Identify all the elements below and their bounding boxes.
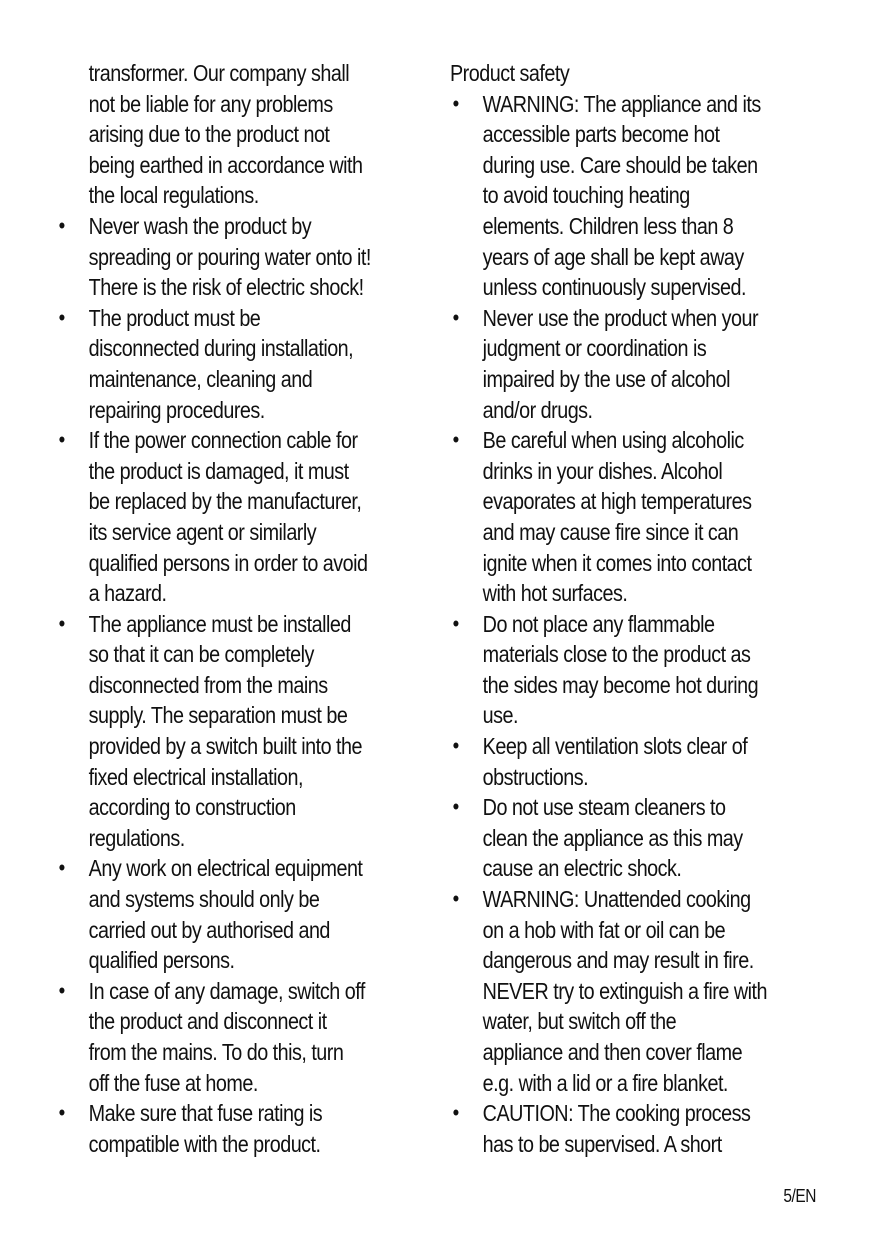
- text-line: a hazard.: [88, 580, 167, 607]
- bullet-icon: •: [452, 304, 459, 330]
- text-line: and may cause fire since it can: [482, 518, 739, 545]
- text-line: Do not use steam cleaners to: [482, 794, 726, 821]
- text-line: impaired by the use of alcohol: [482, 365, 730, 392]
- text-line: qualified persons in order to avoid: [88, 549, 368, 576]
- text-line: qualified persons.: [88, 947, 235, 974]
- bullet-icon: •: [452, 886, 459, 912]
- text-line: Keep all ventilation slots clear of: [482, 733, 748, 760]
- text-line: judgment or coordination is: [482, 335, 707, 362]
- bullet-icon: •: [452, 794, 459, 820]
- text-line: The product must be: [88, 304, 261, 331]
- text-line: Do not place any flammable: [482, 610, 715, 637]
- text-line: water, but switch off the: [482, 1008, 677, 1035]
- bullet-icon: •: [452, 427, 459, 453]
- text-line: arising due to the product not: [88, 121, 330, 148]
- list-item: [450, 731, 770, 792]
- text-line: the local regulations.: [88, 182, 259, 209]
- text-line: evaporates at high temperatures: [482, 488, 752, 515]
- text-line: disconnected during installation,: [88, 335, 354, 362]
- bullet-icon: •: [452, 90, 459, 116]
- text-line: If the power connection cable for: [88, 427, 358, 454]
- text-line: use.: [482, 702, 519, 729]
- bullet-icon: •: [58, 304, 65, 330]
- list-item: [450, 425, 770, 609]
- text-line: repairing procedures.: [88, 396, 265, 423]
- text-line: CAUTION: The cooking process: [482, 1100, 751, 1127]
- text-line: fixed electrical installation,: [88, 763, 303, 790]
- text-line: according to construction: [88, 794, 296, 821]
- text-line: the sides may become hot during: [482, 671, 759, 698]
- text-line: not be liable for any problems: [88, 90, 333, 117]
- text-line: and systems should only be: [88, 886, 320, 913]
- list-item: [56, 211, 374, 303]
- text-line: provided by a switch built into the: [88, 733, 362, 760]
- text-line: In case of any damage, switch off: [88, 977, 365, 1004]
- text-line: during use. Care should be taken: [482, 151, 758, 178]
- text-line: compatible with the product.: [88, 1130, 321, 1157]
- text-line: the product is damaged, it must: [88, 457, 349, 484]
- bullet-icon: •: [58, 427, 65, 453]
- list-item: [450, 303, 770, 425]
- text-line: disconnected from the mains: [88, 671, 328, 698]
- text-line: clean the appliance as this may: [482, 824, 743, 851]
- text-line: be replaced by the manufacturer,: [88, 488, 362, 515]
- text-line: years of age shall be kept away: [482, 243, 744, 270]
- text-line: from the mains. To do this, turn: [88, 1039, 344, 1065]
- text-line: accessible parts become hot: [482, 121, 720, 148]
- text-line: so that it can be completely: [88, 641, 314, 668]
- text-line: obstructions.: [482, 763, 589, 790]
- text-line: its service agent or similarly: [88, 518, 317, 545]
- text-line: elements. Children less than 8: [482, 212, 734, 239]
- bullet-icon: •: [58, 610, 65, 636]
- list-item: [450, 609, 770, 731]
- text-line: Be careful when using alcoholic: [482, 427, 744, 454]
- list-item: [450, 89, 770, 303]
- text-line: NEVER try to extinguish a fire with: [482, 977, 767, 1004]
- text-line: drinks in your dishes. Alcohol: [482, 457, 723, 484]
- right-column: [450, 58, 822, 1159]
- list-item: [450, 884, 770, 1098]
- text-line: the product and disconnect it: [88, 1008, 327, 1035]
- text-line: to avoid touching heating: [482, 182, 690, 209]
- text-line: unless continuously supervised.: [482, 274, 746, 301]
- list-item: [450, 1098, 770, 1159]
- left-column: [56, 58, 426, 1159]
- text-line: transformer. Our company shall: [88, 60, 350, 86]
- text-line: being earthed in accordance with: [88, 151, 363, 178]
- list-item: [56, 853, 374, 975]
- text-line: regulations.: [88, 824, 185, 851]
- text-line: dangerous and may result in fire.: [482, 947, 754, 974]
- bullet-icon: •: [58, 212, 65, 238]
- text-line: with hot surfaces.: [482, 580, 628, 607]
- bullet-icon: •: [452, 1100, 459, 1126]
- bullet-icon: •: [58, 855, 65, 881]
- text-line: and/or drugs.: [482, 396, 593, 423]
- text-line: supply. The separation must be: [88, 702, 348, 729]
- bullet-icon: •: [58, 1100, 65, 1126]
- text-line: cause an electric shock.: [482, 855, 682, 882]
- page-number: 5/EN: [783, 1186, 816, 1206]
- bullet-icon: •: [452, 610, 459, 636]
- text-line: Make sure that fuse rating is: [88, 1100, 323, 1127]
- continued-paragraph: [56, 58, 374, 211]
- text-line: spreading or pouring water onto it!: [88, 243, 371, 270]
- text-line: has to be supervised. A short: [482, 1130, 722, 1157]
- text-line: The appliance must be installed: [88, 610, 351, 637]
- text-line: Never use the product when your: [482, 304, 759, 331]
- text-line: WARNING: Unattended cooking: [482, 886, 751, 913]
- list-item: [56, 609, 374, 854]
- list-item: [56, 976, 374, 1098]
- text-line: carried out by authorised and: [88, 916, 330, 943]
- text-line: materials close to the product as: [482, 641, 751, 668]
- text-line: maintenance, cleaning and: [88, 365, 313, 392]
- list-item: [56, 303, 374, 425]
- bullet-icon: •: [452, 733, 459, 759]
- text-line: ignite when it comes into contact: [482, 549, 752, 576]
- bullet-icon: •: [58, 977, 65, 1003]
- text-line: e.g. with a lid or a fire blanket.: [482, 1069, 728, 1096]
- text-line: Any work on electrical equipment: [88, 855, 363, 882]
- text-line: Never wash the product by: [88, 212, 312, 239]
- text-line: on a hob with fat or oil can be: [482, 916, 726, 943]
- section-heading: Product safety: [450, 60, 570, 86]
- list-item: [450, 792, 770, 884]
- text-line: off the fuse at home.: [88, 1069, 258, 1096]
- list-item: [56, 1098, 374, 1159]
- list-item: [56, 425, 374, 609]
- text-line: There is the risk of electric shock!: [88, 274, 364, 301]
- text-line: WARNING: The appliance and its: [482, 90, 761, 117]
- text-line: appliance and then cover flame: [482, 1039, 743, 1065]
